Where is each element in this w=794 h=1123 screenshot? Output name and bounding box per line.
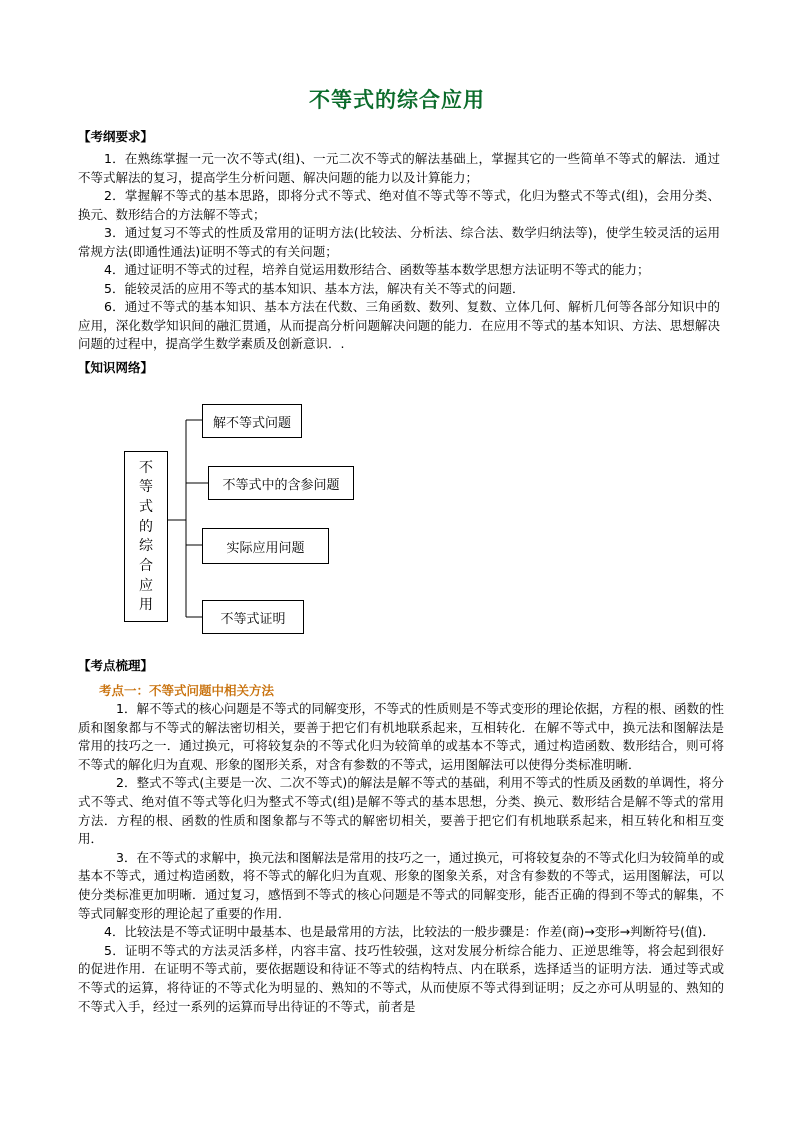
syllabus-item: 5．能较灵活的应用不等式的基本知识、基本方法，解决有关不等式的问题． (104, 280, 525, 296)
section-heading-syllabus: 【考纲要求】 (78, 129, 154, 144)
diagram-branch-box: 不等式证明 (202, 600, 304, 634)
syllabus-item: 6．通过不等式的基本知识、基本方法在代数、三角函数、数列、复数、立体几何、解析几何等各部分知识中的应用，深化数学知识间的融汇贯通，从而提高分析问题解决问题的能力．在应用不等式的基本知识、方法、思想解决问题的过程中，提高学生数学素质及创新意识．. (78, 299, 720, 351)
paragraph: 1．解不等式的核心问题是不等式的同解变形，不等式的性质则是不等式变形的理论依据，方程的根、函数的性质和图象都与不等式的解法密切相关，要善于把它们有机地联系起来，互相转化．在解不等式中，换元法和图解法是常用的技巧之一．通过换元，可将较复杂的不等式化归为较简单的或基本不等式，通过构造函数、数形结合，则可将不等式的解化归为直观、形象的图形关系，对含有参数的不等式，运用图解法可以使得分类标准明晰． (78, 701, 724, 772)
syllabus-item: 2．掌握解不等式的基本思路，即将分式不等式、绝对值不等式等不等式，化归为整式不等式(组)，会用分类、换元、数形结合的方法解不等式； (78, 188, 720, 222)
point-one-body (78, 700, 724, 1016)
paragraph: 3．在不等式的求解中，换元法和图解法是常用的技巧之一，通过换元，可将较复杂的不等式化归为较简单的或基本不等式，通过构造函数，将不等式的解化归为直观、形象的图象关系，对含有参数的不等式，运用图解法，可以使分类标准更加明晰．通过复习，感悟到不等式的核心问题是不等式的同解变形，能否正确的得到不等式的解集，不等式同解变形的理论起了重要的作用． (78, 849, 724, 921)
diagram-branch-box: 实际应用问题 (202, 528, 329, 564)
section-heading-network: 【知识网络】 (78, 360, 154, 375)
section-heading-points: 【考点梳理】 (78, 658, 154, 673)
syllabus-item: 3．通过复习不等式的性质及常用的证明方法(比较法、分析法、综合法、数学归纳法等)，使学生较灵活的运用常规方法(即通性通法)证明不等式的有关问题； (78, 225, 720, 259)
syllabus-item: 4．通过证明不等式的过程，培养自觉运用数形结合、函数等基本数学思想方法证明不等式的能力； (104, 262, 650, 277)
page-title: 不等式的综合应用 (309, 88, 485, 112)
paragraph: 2．整式不等式(主要是一次、二次不等式)的解法是解不等式的基础，利用不等式的性质及函数的单调性，将分式不等式、绝对值不等式等化归为整式不等式(组)是解不等式的基本思想，分类、换元、数形结合是解不等式的常用方法．方程的根、函数的性质和图象都与不等式的解密切相关，要善于把它们有机地联系起来，相互转化和相互变用． (78, 775, 724, 847)
paragraph: 5．证明不等式的方法灵活多样，内容丰富、技巧性较强，这对发展分析综合能力、正逆思维等，将会起到很好的促进作用．在证明不等式前，要依据题设和待证不等式的结构特点、内在联系，选择适当的证明方法．通过等式或不等式的运算，将待证的不等式化为明显的、熟知的不等式，从而使原不等式得到证明；反之亦可从明显的、熟知的不等式入手，经过一系列的运算而导出待证的不等式，前者是 (78, 942, 724, 1014)
diagram-root-box: 不 等 式 的 综 合 应 用 (124, 451, 168, 622)
syllabus-list (78, 150, 720, 354)
syllabus-item: 1．在熟练掌握一元一次不等式(组)、一元二次不等式的解法基础上，掌握其它的一些简单不等式的解法．通过不等式解法的复习，提高学生分析问题、解决问题的能力以及计算能力； (78, 151, 720, 185)
diagram-branch-box: 不等式中的含参问题 (208, 466, 354, 500)
paragraph: 4．比较法是不等式证明中最基本、也是最常用的方法，比较法的一般步骤是：作差(商)→变形→判断符号(值)． (104, 924, 715, 940)
diagram-branch-box: 解不等式问题 (202, 404, 302, 438)
point-one-heading: 考点一：不等式问题中相关方法 (99, 683, 275, 698)
